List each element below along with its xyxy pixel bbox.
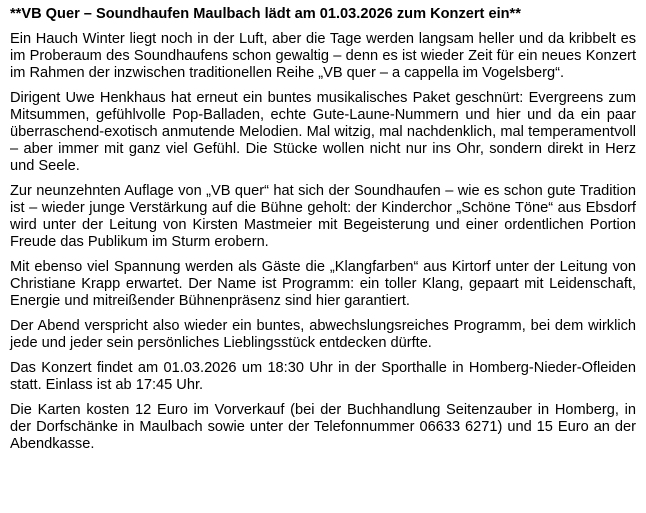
paragraph-date-venue: Das Konzert findet am 01.03.2026 um 18:30 Uhr in der Sporthalle in Homberg-Nieder-Ofleiden statt. Einlass ist ab 17:45 Uhr. <box>10 360 636 393</box>
paragraph-program: Dirigent Uwe Henkhaus hat erneut ein buntes musikalisches Paket geschnürt: Evergreens zum Mitsummen, gefühlvolle Pop-Balladen, echte Gute-Laune-Nummern und hier und da ein paar überraschend-exotisch anmutende Melodien. Mal witzig, mal nachdenklich, mal temperamentvoll – aber immer mit ganz viel Gefühl. Die Stücke wollen nicht nur ins Ohr, sondern direkt in Herz und Seele. <box>10 90 636 174</box>
document-title: **VB Quer – Soundhaufen Maulbach lädt am 01.03.2026 zum Konzert ein** <box>10 6 521 22</box>
paragraph-intro: Ein Hauch Winter liegt noch in der Luft, aber die Tage werden langsam heller und da kribbelt es im Proberaum des Soundhaufens schon gewaltig – denn es ist wieder Zeit für ein neues Konzert im Rahmen der inzwischen traditionellen Reihe „VB quer – a cappella im Vogelsberg“. <box>10 31 636 81</box>
paragraph-tickets: Die Karten kosten 12 Euro im Vorverkauf (bei der Buchhandlung Seitenzauber in Homberg, in der Dorfschänke in Maulbach sowie unter der Telefonnummer 06633 6271) und 15 Euro an der Abendkasse. <box>10 402 636 452</box>
paragraph-evening: Der Abend verspricht also wieder ein buntes, abwechslungsreiches Programm, bei dem wirklich jede und jeder sein persönliches Lieblingsstück entdecken dürfte. <box>10 318 636 351</box>
paragraph-childrens-choir: Zur neunzehnten Auflage von „VB quer“ hat sich der Soundhaufen – wie es schon gute Tradition ist – wieder junge Verstärkung auf die Bühne geholt: der Kinderchor „Schöne Töne“ aus Ebsdorf wird unter der Leitung von Kirsten Mastmeier mit Begeisterung und einer ordentlichen Portion Freude das Publikum im Sturm erobern. <box>10 183 636 250</box>
paragraph-guests: Mit ebenso viel Spannung werden als Gäste die „Klangfarben“ aus Kirtorf unter der Leitung von Christiane Krapp erwartet. Der Name ist Programm: ein toller Klang, gepaart mit Leidenschaft, Energie und mitreißender Bühnenpräsenz sind hier garantiert. <box>10 259 636 309</box>
